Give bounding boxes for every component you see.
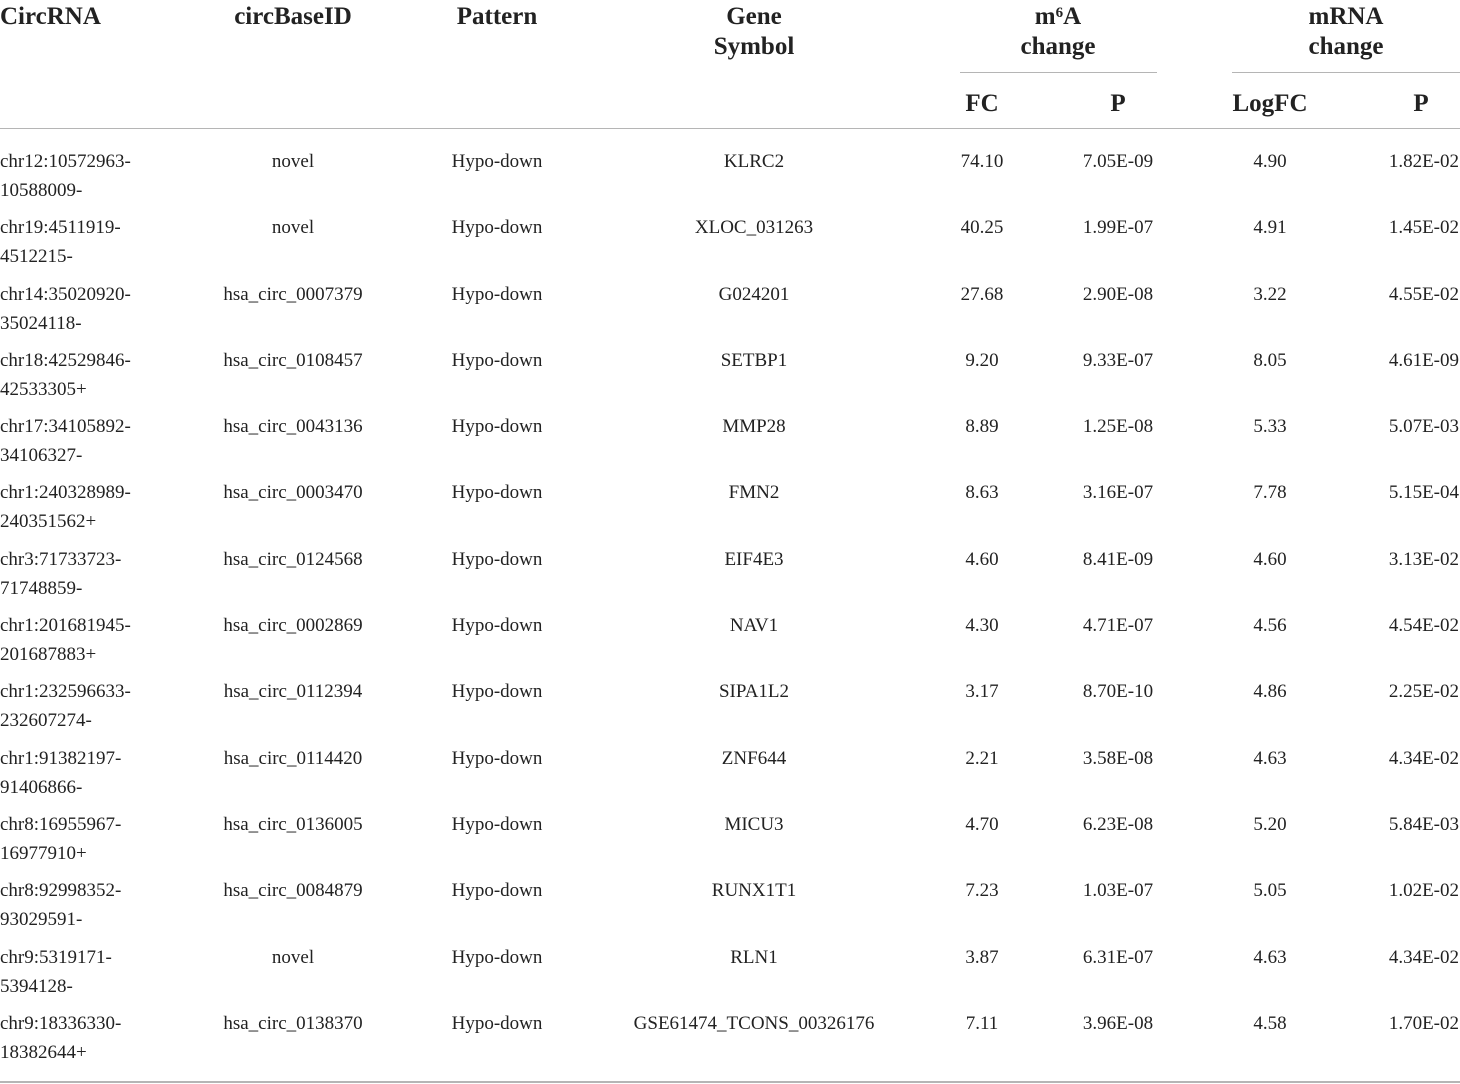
cell-gene-symbol: NAV1: [729, 615, 779, 637]
cell-m6a-fc: 4.70: [965, 813, 999, 835]
cell-gene-symbol: MMP28: [722, 416, 786, 438]
circrna-line: chr8:16955967-: [0, 813, 122, 835]
circrna-line: 18382644+: [0, 1041, 87, 1063]
col-group-mrna-change: [1246, 2, 1446, 62]
m6a-m: m: [1034, 3, 1056, 30]
table-row: [0, 594, 1460, 666]
cell-m6a-p: 4.71E-07: [1082, 615, 1154, 637]
cell-gene-symbol: RUNX1T1: [711, 880, 797, 902]
cell-pattern: Hypo-down: [451, 946, 543, 968]
cell-m6a-p: 1.25E-08: [1082, 416, 1154, 438]
circrna-line: 10588009-: [0, 180, 83, 201]
cell-circbaseid: hsa_circ_0124568: [223, 548, 363, 570]
cell-circbaseid: hsa_circ_0138370: [223, 1012, 363, 1034]
cell-mrna-p: 1.45E-02: [1388, 217, 1459, 239]
gene-header-line1: Gene: [726, 3, 782, 30]
cell-circbaseid: hsa_circ_0003470: [223, 482, 363, 504]
cell-gene-symbol: SETBP1: [720, 349, 788, 371]
cell-m6a-fc: 8.89: [965, 416, 999, 438]
cell-circbaseid: hsa_circ_0114420: [223, 747, 363, 769]
cell-mrna-p: 4.61E-09: [1388, 349, 1459, 371]
table-row: [0, 130, 1460, 201]
cell-m6a-fc: 3.17: [965, 681, 999, 703]
table-row: [0, 461, 1460, 533]
cell-mrna-p: 2.25E-02: [1388, 681, 1459, 703]
cell-mrna-logfc: 3.22: [1253, 283, 1287, 305]
cell-pattern: Hypo-down: [451, 880, 543, 902]
cell-mrna-p: 5.15E-04: [1388, 482, 1459, 504]
table-row: [0, 196, 1460, 268]
m6a-superscript: 6: [1055, 5, 1064, 21]
circrna-line: chr3:71733723-: [0, 548, 122, 570]
cell-m6a-p: 6.23E-08: [1082, 813, 1154, 835]
cell-m6a-fc: 4.30: [965, 615, 999, 637]
circrna-line: 35024118-: [0, 312, 82, 334]
cell-mrna-p: 1.02E-02: [1388, 880, 1459, 902]
cell-mrna-logfc: 4.63: [1253, 747, 1287, 769]
col-header-logfc: LogFC: [1232, 90, 1308, 117]
table-row: [0, 926, 1460, 997]
circrna-line: 4512215-: [0, 246, 73, 268]
circrna-line: chr17:34105892-: [0, 416, 131, 438]
cell-gene-symbol: FMN2: [728, 482, 780, 504]
circrna-line: 34106327-: [0, 445, 83, 467]
cell-mrna-logfc: 7.78: [1253, 482, 1287, 504]
cell-gene-symbol: GSE61474_TCONS_00326176: [633, 1012, 875, 1034]
table-row: [0, 859, 1460, 931]
circrna-line: 201687883+: [0, 644, 97, 666]
cell-mrna-p: 5.07E-03: [1388, 416, 1459, 438]
table-body: [0, 130, 1460, 1063]
cell-m6a-fc: 4.60: [965, 548, 999, 570]
cell-m6a-p: 8.70E-10: [1082, 681, 1154, 703]
circrna-line: 16977910+: [0, 842, 87, 864]
cell-gene-symbol: ZNF644: [721, 747, 787, 769]
circrna-line: chr14:35020920-: [0, 283, 131, 305]
cell-m6a-p: 3.58E-08: [1082, 747, 1154, 769]
cell-circbaseid: hsa_circ_0112394: [223, 681, 363, 703]
cell-mrna-p: 1.82E-02: [1388, 151, 1459, 172]
mrna-header-line2: change: [1308, 33, 1384, 60]
col-header-p-m6a: P: [1110, 90, 1126, 117]
cell-pattern: Hypo-down: [451, 416, 543, 438]
circrna-line: chr1:91382197-: [0, 747, 122, 769]
circrna-line: chr18:42529846-: [0, 349, 131, 371]
circrna-line: chr12:10572963-: [0, 151, 131, 172]
col-header-circbaseid: circBaseID: [234, 3, 352, 30]
cell-gene-symbol: RLN1: [730, 946, 778, 968]
cell-m6a-p: 8.41E-09: [1082, 548, 1154, 570]
table-row: [0, 329, 1460, 400]
circrna-line: 42533305+: [0, 378, 87, 400]
cell-mrna-logfc: 5.20: [1253, 813, 1287, 835]
circrna-line: chr8:92998352-: [0, 880, 122, 902]
cell-mrna-logfc: 4.60: [1253, 548, 1287, 570]
cell-mrna-p: 4.34E-02: [1388, 946, 1459, 968]
cell-mrna-logfc: 4.63: [1253, 946, 1287, 968]
cell-m6a-fc: 2.21: [965, 747, 999, 769]
cell-mrna-logfc: 8.05: [1253, 349, 1287, 371]
circrna-line: 91406866-: [0, 776, 83, 798]
cell-gene-symbol: MICU3: [724, 813, 784, 835]
circrna-line: 93029591-: [0, 909, 83, 931]
cell-circbaseid: novel: [271, 217, 315, 239]
m6a-a: A: [1063, 3, 1082, 30]
cell-gene-symbol: XLOC_031263: [694, 217, 814, 239]
cell-m6a-p: 1.99E-07: [1082, 217, 1154, 239]
cell-circbaseid: hsa_circ_0002869: [223, 615, 363, 637]
circrna-line: chr19:4511919-: [0, 217, 121, 239]
cell-m6a-fc: 9.20: [965, 349, 999, 371]
cell-pattern: Hypo-down: [451, 813, 543, 835]
cell-m6a-p: 1.03E-07: [1082, 880, 1154, 902]
cell-m6a-fc: 8.63: [965, 482, 999, 504]
cell-circrna: [0, 1009, 121, 1067]
cell-circbaseid: hsa_circ_0043136: [223, 416, 363, 438]
cell-gene-symbol: EIF4E3: [724, 548, 784, 570]
circrna-line: chr9:18336330-: [0, 1012, 122, 1034]
col-header-circrna: CircRNA: [0, 3, 101, 30]
table-row: [0, 528, 1460, 599]
cell-mrna-logfc: 5.05: [1253, 880, 1287, 902]
cell-mrna-logfc: 4.90: [1253, 151, 1287, 172]
circrna-line: chr1:232596633-: [0, 681, 131, 703]
m6a-header-line2: change: [1020, 33, 1096, 60]
cell-gene-symbol: SIPA1L2: [718, 681, 790, 703]
cell-m6a-p: 3.16E-07: [1082, 482, 1154, 504]
col-header-gene-symbol: [654, 2, 854, 62]
cell-gene-symbol: KLRC2: [723, 151, 785, 172]
group-rule-m6a: [960, 72, 1157, 73]
cell-m6a-fc: 7.23: [965, 880, 999, 902]
cell-mrna-logfc: 4.58: [1253, 1012, 1287, 1034]
cell-pattern: Hypo-down: [451, 1012, 543, 1034]
table-bottom-rule: [0, 1081, 1460, 1083]
circrna-line: 240351562+: [0, 511, 97, 533]
cell-pattern: Hypo-down: [451, 283, 543, 305]
cell-pattern: Hypo-down: [451, 681, 543, 703]
cell-circbaseid: novel: [271, 151, 315, 172]
cell-pattern: Hypo-down: [451, 548, 543, 570]
cell-circbaseid: hsa_circ_0108457: [223, 349, 363, 371]
col-header-p-mrna: P: [1413, 90, 1429, 117]
cell-mrna-logfc: 4.91: [1253, 217, 1287, 239]
cell-mrna-logfc: 5.33: [1253, 416, 1287, 438]
col-header-pattern: Pattern: [456, 3, 538, 30]
cell-m6a-fc: 7.11: [965, 1012, 999, 1034]
cell-mrna-logfc: 4.86: [1253, 681, 1287, 703]
cell-mrna-p: 5.84E-03: [1388, 813, 1459, 835]
cell-mrna-logfc: 4.56: [1253, 615, 1287, 637]
header-bottom-rule: [0, 128, 1460, 129]
table-row: [0, 793, 1460, 864]
cell-pattern: Hypo-down: [451, 615, 543, 637]
cell-mrna-p: 4.55E-02: [1388, 283, 1459, 305]
group-rule-mrna: [1232, 72, 1460, 73]
cell-m6a-p: 7.05E-09: [1082, 151, 1154, 172]
col-group-m6a-change: [958, 2, 1158, 62]
cell-m6a-fc: 3.87: [965, 946, 999, 968]
cell-gene-symbol: G024201: [718, 283, 790, 305]
circrna-line: chr9:5319171-: [0, 946, 112, 968]
circrna-line: 71748859-: [0, 577, 83, 599]
gene-header-line2: Symbol: [713, 33, 795, 60]
circrna-line: chr1:201681945-: [0, 615, 131, 637]
cell-m6a-p: 9.33E-07: [1082, 349, 1154, 371]
circrna-line: 232607274-: [0, 710, 92, 732]
circrna-line: chr1:240328989-: [0, 482, 131, 504]
mrna-header-line1: mRNA: [1308, 3, 1384, 30]
table-row: [0, 992, 1460, 1063]
m6a-header-line1: [958, 2, 1158, 32]
cell-circbaseid: hsa_circ_0136005: [223, 813, 363, 835]
cell-pattern: Hypo-down: [451, 217, 543, 239]
cell-circbaseid: hsa_circ_0084879: [223, 880, 363, 902]
table-row: [0, 395, 1460, 467]
cell-circbaseid: novel: [271, 946, 315, 968]
cell-mrna-p: 4.54E-02: [1388, 615, 1459, 637]
cell-m6a-fc: 27.68: [960, 283, 1004, 305]
cell-m6a-p: 2.90E-08: [1082, 283, 1154, 305]
cell-mrna-p: 1.70E-02: [1388, 1012, 1459, 1034]
circrna-line: 5394128-: [0, 975, 73, 997]
cell-circbaseid: hsa_circ_0007379: [223, 283, 363, 305]
cell-pattern: Hypo-down: [451, 151, 543, 172]
cell-pattern: Hypo-down: [451, 349, 543, 371]
col-header-fc: FC: [965, 90, 999, 117]
table-row: [0, 263, 1460, 334]
table-row: [0, 660, 1460, 732]
table-row: [0, 727, 1460, 798]
cell-pattern: Hypo-down: [451, 482, 543, 504]
cell-mrna-p: 3.13E-02: [1388, 548, 1459, 570]
cell-pattern: Hypo-down: [451, 747, 543, 769]
cell-mrna-p: 4.34E-02: [1388, 747, 1459, 769]
cell-m6a-p: 6.31E-07: [1082, 946, 1154, 968]
cell-m6a-p: 3.96E-08: [1082, 1012, 1154, 1034]
cell-m6a-fc: 74.10: [960, 151, 1004, 172]
cell-m6a-fc: 40.25: [960, 217, 1004, 239]
